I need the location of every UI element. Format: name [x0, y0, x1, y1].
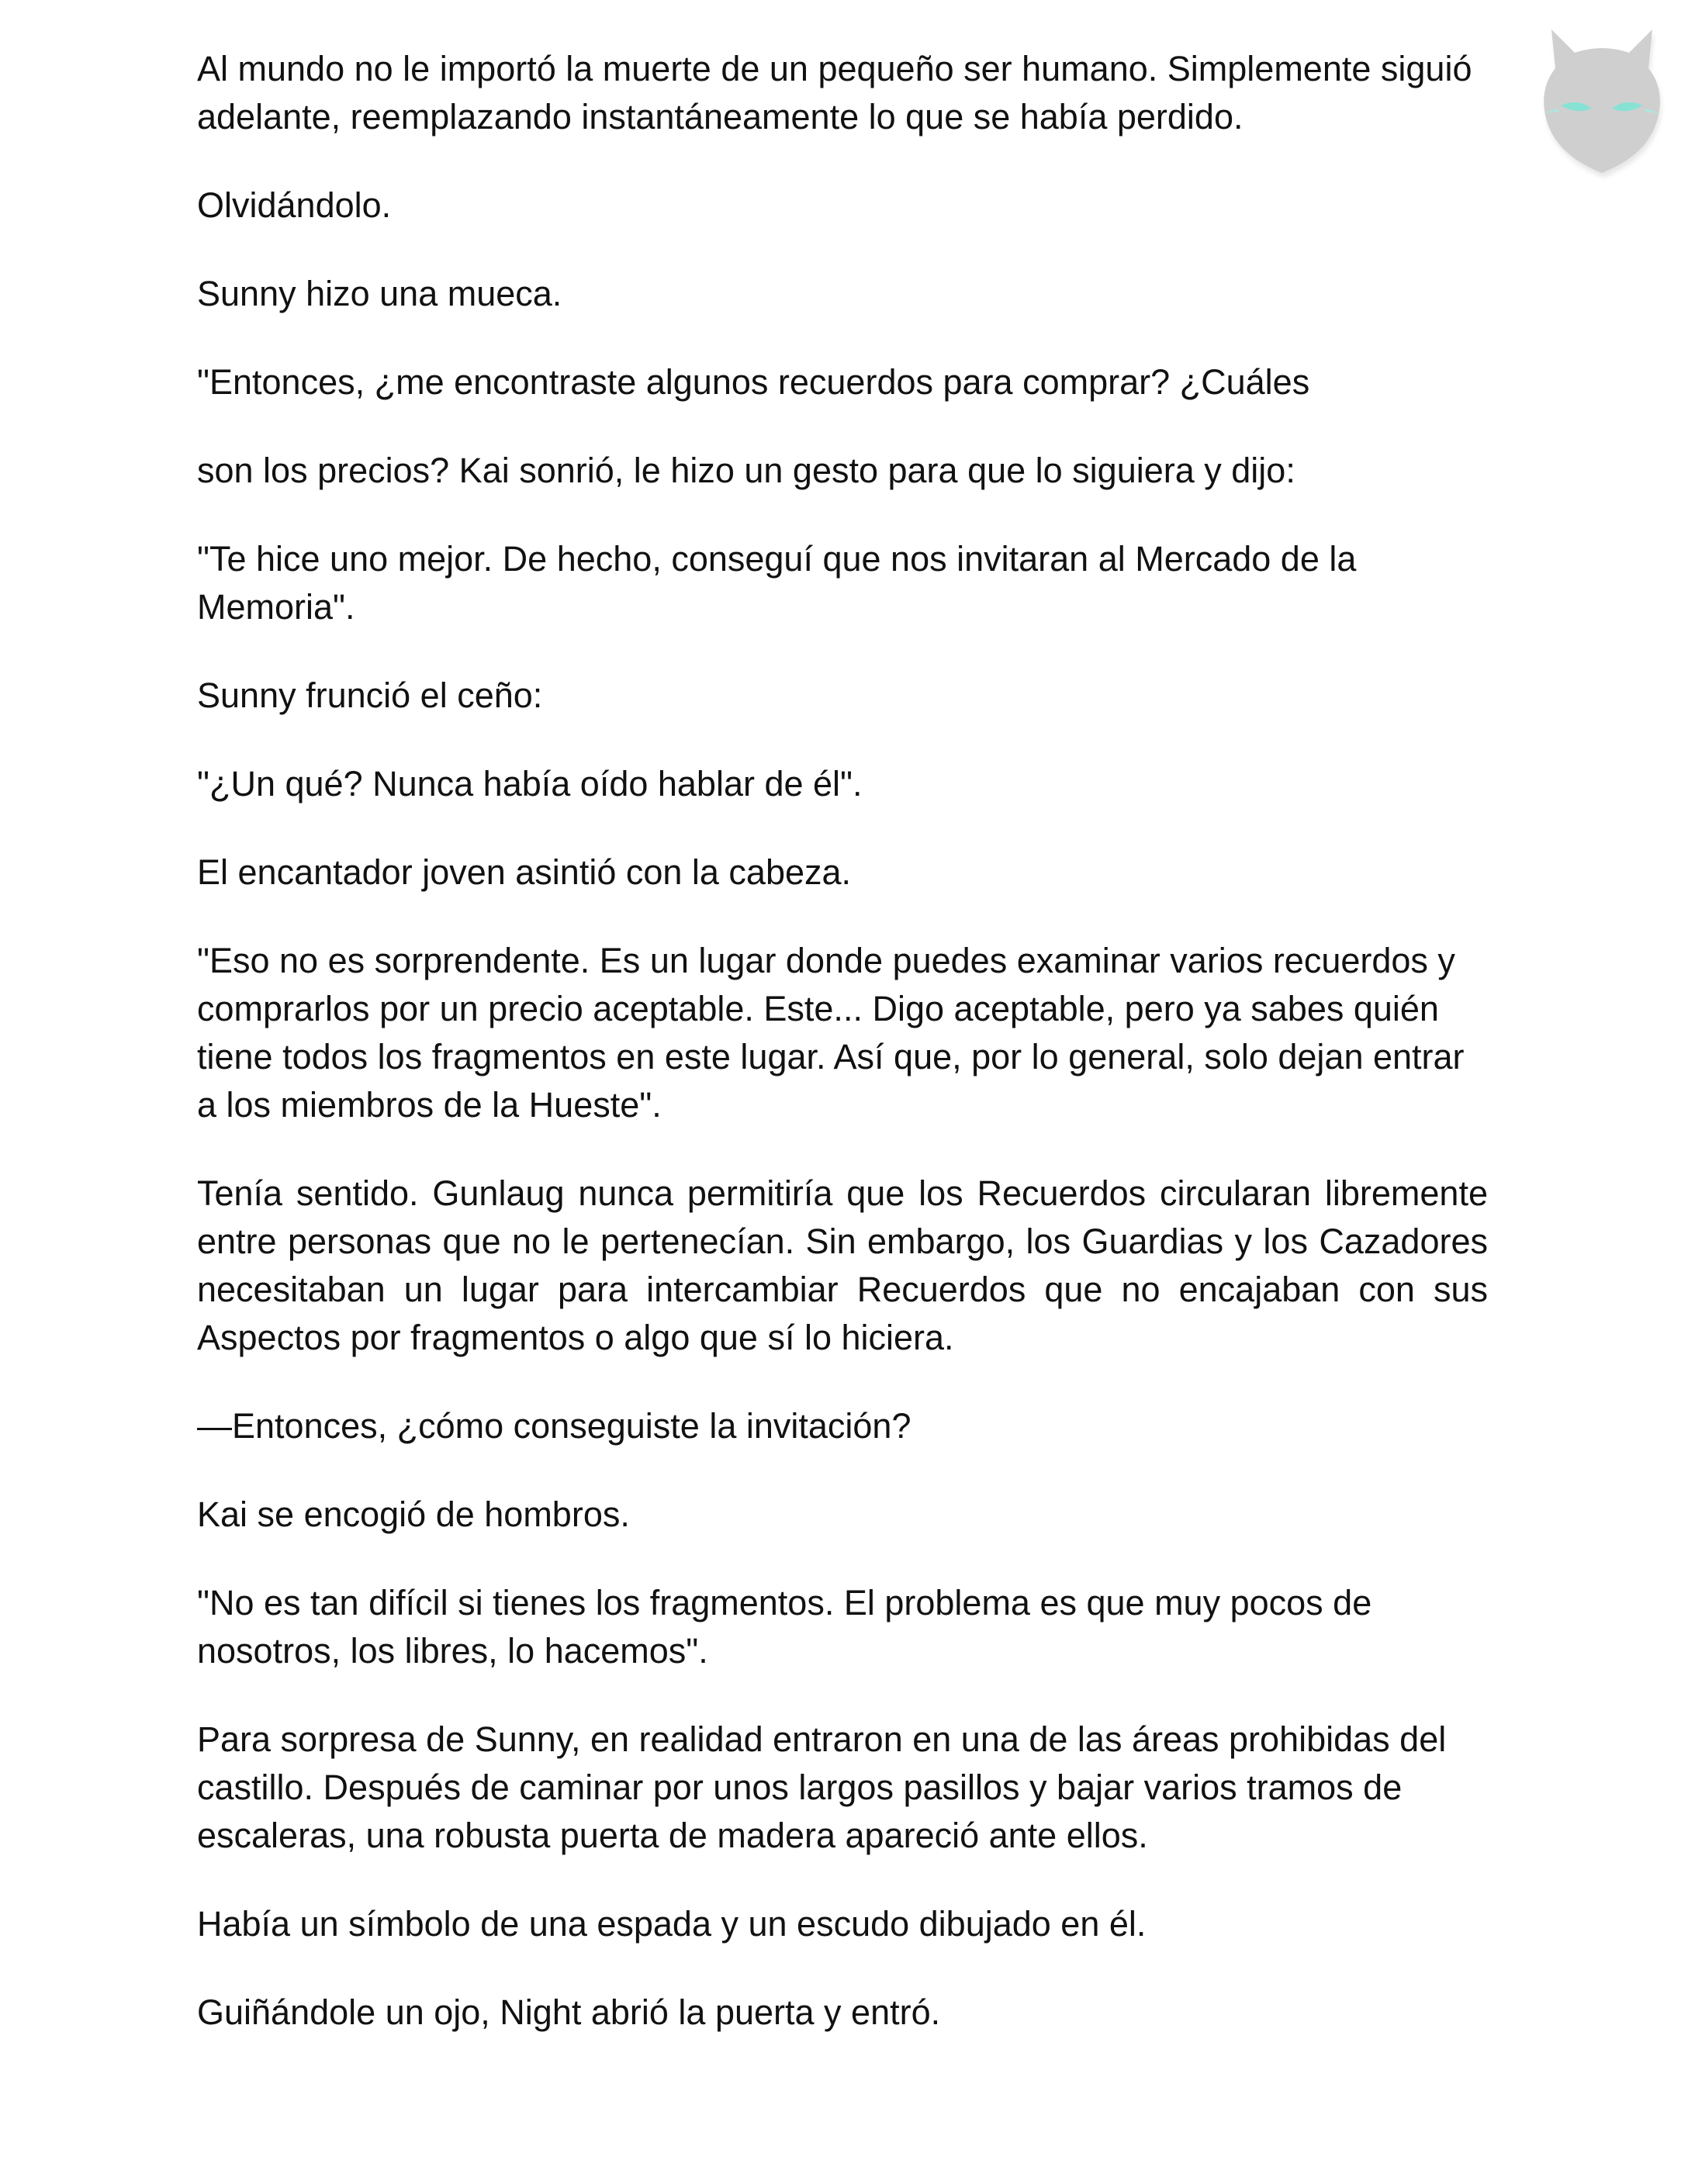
paragraph: "Te hice uno mejor. De hecho, conseguí que nos invitaran al Mercado de la Memoria".: [197, 539, 1357, 627]
paragraph: Había un símbolo de una espada y un escudo dibujado en él.: [197, 1904, 1147, 1944]
document-body: [197, 45, 1488, 2077]
paragraph: El encantador joven asintió con la cabeza.: [197, 852, 852, 892]
paragraph: "Entonces, ¿me encontraste algunos recuerdos para comprar? ¿Cuáles: [197, 362, 1310, 402]
paragraph: Para sorpresa de Sunny, en realidad entraron en una de las áreas prohibidas del castillo. Después de caminar por unos largos pasillos y bajar varios tramos de escaleras, una robusta puerta de madera apareció ante ellos.: [197, 1719, 1447, 1855]
paragraph: Sunny hizo una mueca.: [197, 274, 562, 313]
paragraph: Kai se encogió de hombros.: [197, 1495, 630, 1534]
demon-head-icon: [1520, 14, 1683, 185]
paragraph: Olvidándolo.: [197, 185, 392, 225]
paragraph: "Eso no es sorprendente. Es un lugar donde puedes examinar varios recuerdos y comprarlos por un precio aceptable. Este... Digo aceptable, pero ya sabes quién tiene todos los fragmentos en este lugar. Así que, por lo general, solo dejan entrar a los miembros de la Hueste".: [197, 941, 1465, 1125]
paragraph: "No es tan difícil si tienes los fragmentos. El problema es que muy pocos de nosotros, los libres, lo hacemos".: [197, 1583, 1372, 1671]
paragraph: son los precios? Kai sonrió, le hizo un gesto para que lo siguiera y dijo:: [197, 451, 1295, 490]
paragraph: "¿Un qué? Nunca había oído hablar de él".: [197, 764, 863, 803]
paragraph: Al mundo no le importó la muerte de un pequeño ser humano. Simplemente siguió adelante, reemplazando instantáneamente lo que se había perdido.: [197, 49, 1472, 136]
paragraph: —Entonces, ¿cómo conseguiste la invitación?: [197, 1406, 911, 1446]
paragraph: Sunny frunció el ceño:: [197, 676, 543, 715]
paragraph: Guiñándole un ojo, Night abrió la puerta y entró.: [197, 1992, 941, 2032]
paragraph: Tenía sentido. Gunlaug nunca permitiría que los Recuerdos circularan libremente entre personas que no le pertenecían. Sin embargo, los Guardias y los Cazadores necesitaban un lugar para intercambiar Recuerdos que no encajaban con sus Aspectos por fragmentos o algo que sí lo hiciera.: [197, 1173, 1488, 1357]
